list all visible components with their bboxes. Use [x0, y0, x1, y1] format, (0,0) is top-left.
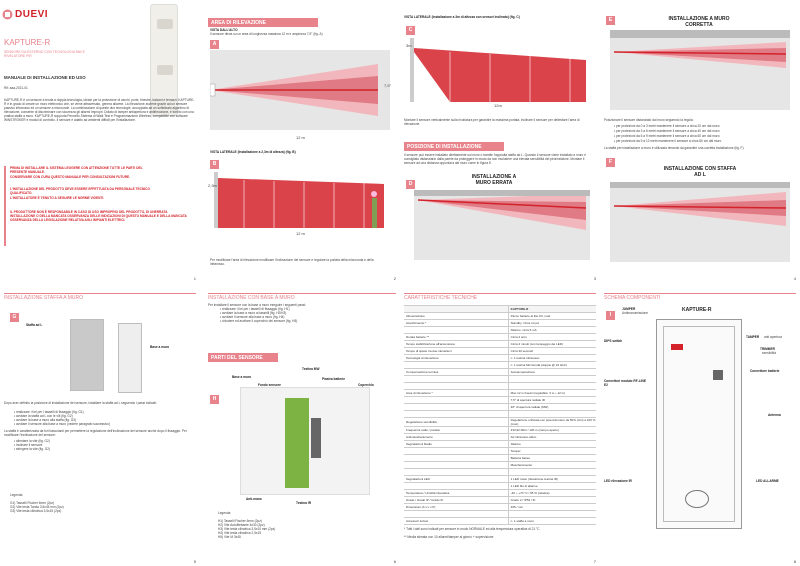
legend-4: H4) Vite testa cilindrica 2,5x15 [218, 531, 261, 535]
spec-row [404, 518, 596, 525]
sensor-lens [157, 19, 173, 29]
spec-key: Regolazione sensibilità [406, 420, 437, 424]
spec-row [404, 418, 596, 427]
side-dim-height: 2,3m [208, 183, 217, 188]
label-bracket: Staffa ad L [26, 323, 43, 327]
label-wall-base: Base a muro [150, 345, 170, 349]
section-rule [4, 293, 196, 294]
legend-2: H2) Vite Autofilettante 4x30 (2pz) [218, 523, 265, 527]
spec-key: Grado / Grado IP / Grado IK [406, 498, 444, 502]
correct-install-title: INSTALLAZIONE A MURO CORRETTA [668, 16, 730, 28]
section-title: INSTALLAZIONE STAFFA A MURO [4, 295, 83, 301]
figure-tag-c: C [406, 26, 415, 35]
spec-row [404, 411, 596, 418]
legend-2: G2) Vite testa Tonda 3,5x45 mm (2pz) [10, 505, 64, 509]
warning-5: IL PRODUTTORE NON È RESPONSABILE IN CASO DI USO IMPROPRIO DEL PRODOTTO, DI UNERRATA INSTALLAZIONE O DELLA MANCATA OSSERVANZA DELLE INDICAZIONI DI QUESTO MANUALE E DELLA MANCATA OSSERVANZA DELLA LEGISLAZIONE RELATIVA AGLI IMPIANTI ELETTRICI. [10, 210, 187, 222]
figure-tag-i: I [606, 311, 615, 320]
label-alarm-led: LED ALLARME [756, 479, 779, 483]
manual-title: MANUALE DI INSTALLAZIONE ED USO [4, 75, 86, 80]
spec-row [404, 376, 596, 383]
spec-value: 30° di apertura radiale (MW) [508, 404, 596, 410]
label-jumper: JUMPER [622, 307, 636, 311]
section-rule [604, 293, 796, 294]
sensor-exploded-photo [240, 387, 370, 495]
area-note: Per modificare l'area di rilevazione modificare l'inclinazione del sensore e regolare la portata della microonda e della infrarosso. [210, 258, 374, 266]
step-1: ▪ realizzare i fori per i tasselli di fissaggio (fig. G1) [14, 410, 84, 414]
spec-row [404, 355, 596, 362]
label-battery-plate: Piastra batterie [322, 377, 346, 381]
spec-row [404, 341, 596, 348]
base-photo [118, 323, 142, 393]
battery-connector [713, 370, 723, 380]
warning-bar [4, 166, 6, 246]
step-2: ▪ avvitare la staffa ad L con le viti (fig. G2) [14, 414, 73, 418]
page-3 [400, 0, 600, 283]
wrong-install-title: INSTALLAZIONE A MURO ERRATA [471, 174, 517, 186]
legend-3: H3) Vite testa cilindrica 3,5x10 mm (2pz) [218, 527, 276, 531]
spec-value [508, 411, 596, 417]
bracket-install-diagram [610, 182, 790, 262]
section-title: INSTALLAZIONE CON BASE A MURO [208, 295, 295, 301]
label-dip-switch: DIPS switch [604, 339, 623, 343]
section-title: SCHEMA COMPONENTI [604, 295, 661, 301]
step-4: ▪ avvitare il sensore alla base a muro (vedere paragrafo successivo) [14, 422, 110, 426]
page-5 [0, 283, 200, 566]
wrong-install-diagram [414, 190, 590, 260]
component-title: KAPTURE-R [682, 307, 712, 313]
side-view-diagram [214, 172, 392, 228]
spec-value: Allarme [508, 441, 596, 447]
side-view-c-title: VISTA LATERALE (Installazione a 3m di altezza con sensori inclinato) (fig. C) [404, 15, 520, 19]
spec-row [404, 348, 596, 355]
spec-key: Accessori inclusi [406, 519, 429, 523]
legend-title: Legenda [218, 511, 231, 515]
label-wall-base: Base a muro [232, 375, 252, 379]
position-section-title: POSIZIONE DI INSTALLAZIONE [404, 142, 504, 151]
bracket-photo [70, 319, 104, 391]
legend-1: H1) Tasselli Fischer 6mm (2pz) [218, 519, 262, 523]
warning-2: CONSERVARE CON CURA QUESTO MANUALE PER CONSULTAZIONI FUTURE. [10, 175, 131, 179]
spec-row [404, 511, 596, 518]
footnote-2: ** Media stimata con 10 allarmi/tamper al giorno + supervisione [404, 535, 494, 539]
spec-row [404, 362, 596, 369]
page-number: 3 [593, 276, 596, 281]
spec-value: Ad infrarosso attivo [508, 434, 596, 440]
intro-text: KAPTURE-R è un sensore a tenda a doppia tecnologia, ideale per la protezione di varchi, porte, finestre, balconi e terrazzi. KAPTURE-R è in grado di creare un muro elettronico che, se viene attraversato, genera allarme. La rilevazione avviene grazie ad un sensore passivo infrarosso ed un sensore a microonde. La combinazione di queste due tecnologie, accoppiata ad un sofisticato algoritmo di rilevazione, consente di discriminare con sicurezza gli allarmi impropri. Dotato di tamper antiapertura e antirimozione, è fornito con una pratica staffa a muro. KAPTURE-R supporta Pennello Sistema di Walk Test e Programmazione Wireless, compatibile con software WINSTROKER e moduli di controllo. Il sensore è adatto ad ambienti difficili per l'installazione. [4, 98, 195, 122]
tilt-step-3: ▪ stringere la vite (fig. G2) [14, 447, 51, 451]
page-6 [200, 283, 400, 566]
spec-key: Tempo di quiete tra due rilevazioni [406, 349, 452, 353]
spec-value: Circa 30 secondi [508, 348, 596, 354]
base-desc: Per installare il sensore con la base a muro eseguire i seguenti passi: [208, 303, 306, 307]
spec-value: Circa 2 anni [508, 334, 596, 340]
spec-key: Alimentazione [406, 314, 425, 318]
tilt-step-2: ▪ inclinare il sensore [14, 443, 43, 447]
spec-row [404, 497, 596, 504]
page-8 [600, 283, 800, 566]
page-number: 4 [793, 276, 796, 281]
top-view-diagram [210, 50, 390, 130]
spec-key: Temperatura / Umidità Operativa [406, 491, 450, 495]
page-number: 8 [793, 559, 796, 564]
pcb-diagram [656, 319, 742, 529]
spec-value: Pacco batterie al litio 6V, mod. [508, 313, 596, 319]
spec-value: Allarme: circa 5 mA [508, 327, 596, 333]
wrong-install-box [404, 170, 594, 270]
side-dim-length: 12 m [296, 231, 305, 236]
specs-header-title: KAPTURE-R [508, 306, 596, 312]
label-cover: Coperchio [358, 383, 374, 387]
rule-3: ▪ per protezioni da 6 a 9 metri mantenere il sensore a circa 60 cm dal muro [614, 134, 720, 138]
page-4 [600, 0, 800, 283]
label-tamper: TAMPER [746, 335, 760, 339]
product-title: KAPTURE-R [4, 38, 51, 47]
step-3: ▪ avvitare la base a muro alla staffa (fig. G3) [14, 418, 77, 422]
spec-value: 405 / mm [508, 504, 596, 510]
warning-1: PRIMA DI INSTALLARE IL SISTEMA LEGGERE CON ATTENZIONE TUTTE LE PARTI DEL PRESENTE MANUALE. [10, 166, 143, 174]
label-tamper-sub: anti apertura [764, 335, 782, 339]
spec-value: Tamper [508, 448, 596, 454]
label-battery-connector: Connettore batterie [750, 369, 780, 373]
label-sensor-bottom: Fondo sensore [258, 383, 281, 387]
spec-value: Standby: Circa 14 µA [508, 320, 596, 326]
figure-tag-g: G [10, 313, 19, 322]
spec-row [404, 390, 596, 397]
product-subtitle: SENSORE DA ESTERNO CON TECNOLOGIA MW E RIVELATORE PIR [4, 50, 85, 58]
correct-install-desc: Posizionare il sensore distanziato dal muro seguendo la regola: [604, 118, 694, 122]
top-view-desc: Il sensore rileva su un area di lunghezza massima 12 m e ampiezza 7,5° (fig. A) [210, 32, 323, 36]
spec-row [404, 334, 596, 341]
page-1 [0, 0, 200, 283]
spec-key: Frequenza radio / portata [406, 428, 440, 432]
top-view-title: VISTA DALL'ALTO [210, 28, 238, 32]
spec-row [404, 490, 596, 497]
spec-key: Tempo stabilizzazione all'accensione [406, 342, 455, 346]
spec-row [404, 448, 596, 455]
label-antenna: Antenna [768, 413, 781, 417]
spec-value: Regolazione unificata con potenziometro da 50% (min) a 100 % (max) [508, 418, 596, 426]
spec-value: n. 1 testina Microonda (doppio @ 24 GHz) [508, 362, 596, 368]
legend-3: G3) Vite testa cilindrica 3,5x15 (2pz) [10, 509, 62, 513]
spec-key: Antimascheramento [406, 435, 433, 439]
c-dim-height: 3m [406, 43, 412, 48]
spec-key: Dimensioni (A x L x P) [406, 505, 436, 509]
label-trimmer-sub: sensibilità [762, 351, 776, 355]
footnote-1: * Tutti i dati sono indicati per sensore in modo NORMALE ed alla temperatura operativa di 21 °C [404, 527, 540, 531]
dip-switch [671, 344, 683, 350]
bracket-note: La staffa per installazione a muro è utilizzata rimando da garantire una corretta installazione (fig. F). [604, 146, 745, 150]
spec-value: n. 1 testina infrarosso [508, 355, 596, 361]
duevi-logo [2, 8, 60, 20]
spec-value: 7,5° di apertura radiale IR [508, 397, 596, 403]
spec-value: Mascheramento [508, 462, 596, 468]
tilt-note: La staffa è caratterizzata da fori basculanti per permettere la regolazione dell'inclinazione del sensore anche dopo il fissaggio. Per modificare l'inclinazione del sensore: [4, 429, 187, 437]
spec-value: n. 1 staffa a muro [508, 518, 596, 524]
warning-3: L'INSTALLAZIONE DEL PRODOTTO DEVE ESSERE EFFETTUATA DA PERSONALE TECNICO QUALIFICATO. [10, 187, 150, 195]
spec-row [404, 320, 596, 327]
page-2 [200, 0, 400, 283]
section-title: CARATTERISTICHE TECNICHE [404, 295, 478, 301]
rule-2: ▪ per protezioni da 3 a 6 metri mantenere il sensore a circa 40 cm dal muro [614, 129, 720, 133]
legend-5: H5) Vite M 3x45 [218, 535, 241, 539]
page-number: 1 [193, 276, 196, 281]
page-number: 5 [193, 559, 196, 564]
spec-row [404, 427, 596, 434]
base-step-3: ▪ avvitare il sensore alla base a muro (fig. H4) [220, 315, 285, 319]
spec-value [508, 469, 596, 475]
dim-length: 12 m [296, 135, 305, 140]
rule-1: ▪ per protezioni da 0 a 3 metri mantenere il sensore a circa 20 cm dal muro [614, 124, 720, 128]
spec-row [404, 313, 596, 320]
figure-tag-f: F [606, 158, 615, 167]
spec-value [508, 376, 596, 382]
spec-key: Tecnologia di rilevazione [406, 356, 439, 360]
spec-key: Assorbimento * [406, 321, 427, 325]
bracket-desc: Dopo aver definito la posizione di installazione del sensore, installare la staffa ad L seguendo i passi indicati: [4, 401, 157, 405]
rule-4: ▪ per protezioni da 9 a 12 metri mantenere il sensore a circa 80 cm dal muro [614, 139, 722, 143]
spec-row [404, 476, 596, 483]
label-jumper-sub: Antimanomissione [622, 311, 649, 315]
spec-value: -40 ÷ +70 °C / 95 % (relativa) [508, 490, 596, 496]
ir-sensor [685, 490, 709, 508]
spec-row [404, 462, 596, 469]
correct-install-diagram [610, 30, 790, 110]
label-ir-led: LED rilevazione IR [604, 479, 632, 483]
spec-value: 433,92 MHz / 100 m (campo aperto) [508, 427, 596, 433]
figure-tag-a: A [210, 40, 219, 49]
spec-key: Durata batterie ** [406, 335, 430, 339]
battery-pack [311, 418, 321, 458]
spec-row [404, 327, 596, 334]
page-number: 2 [393, 276, 396, 281]
figure-tag-b: B [210, 160, 219, 169]
dim-angle: 7,5° [384, 83, 392, 88]
legend-title: Legenda [10, 493, 23, 497]
spec-row [404, 404, 596, 411]
spec-row [404, 397, 596, 404]
parts-section-title: PARTI DEL SENSORE [208, 353, 278, 362]
bracket-install-title: INSTALLAZIONE CON STAFFA AD L [663, 166, 737, 178]
label-ir-head: Testina IR [296, 501, 311, 505]
logo-text: DUEVI [15, 8, 49, 20]
figure-tag-h: H [210, 395, 219, 404]
spec-key: Segnalazioni LED [406, 477, 430, 481]
spec-value: Grado 2 / IP54 / IK [508, 497, 596, 503]
tilt-step-1: ▪ allentare la vite (fig. G2) [14, 439, 50, 443]
spec-row [404, 441, 596, 448]
spec-value: Max 12 m lineari (regolabile: 3 m ÷ 12 m) [508, 390, 596, 396]
spec-key: Compensazione termica [406, 370, 439, 374]
label-mw-head: Testina MW [302, 367, 320, 371]
spec-row [404, 383, 596, 390]
side-view-title: VISTA LATERALE (Installazione a 2,3m di altezza) (fig. B) [210, 150, 296, 154]
spec-row [404, 369, 596, 376]
spec-value [508, 511, 596, 517]
spec-value: Circa 2 minuti (con lampeggio dei LED) [508, 341, 596, 347]
spec-key: Segnalazioni Radio [406, 442, 432, 446]
spec-row [404, 455, 596, 462]
duevi-logo-mark [2, 9, 13, 20]
sensor-lens-2 [157, 65, 173, 75]
section-rule [208, 293, 396, 294]
specs-table [404, 305, 596, 525]
legend-1: G1) Tasselli Fischer 6mm (2pz) [10, 501, 55, 505]
spec-row [404, 469, 596, 476]
figure-tag-e: E [606, 16, 615, 25]
spec-value: 1 LED blu di allarme [508, 483, 596, 489]
spec-row [404, 504, 596, 511]
page-7 [400, 283, 600, 566]
base-step-2: ▪ avvitare la base a muro ai tasselli (fig. H2/H3) [220, 311, 287, 315]
side-view-c-diagram [410, 38, 590, 102]
spec-row [404, 483, 596, 490]
base-step-1: ▪ realizzare i fori per i tasselli di fissaggio (fig. H1) [220, 307, 290, 311]
base-step-4: ▪ chiudere ed avvitare il coperchio del sensore (fig. H5) [220, 319, 298, 323]
spec-value: Autotemperazione [508, 369, 596, 375]
section-title: AREA DI RILEVAZIONE [208, 18, 318, 27]
page-number: 7 [593, 559, 596, 564]
label-anti-hand: Anti-mano [246, 497, 262, 501]
spec-value: 1 LED rosso (rilevazione testina IR) [508, 476, 596, 482]
label-trimmer: TRIMMER [760, 347, 775, 351]
spec-value: Batteria bassa [508, 455, 596, 461]
spec-row [404, 434, 596, 441]
c-dim-length: 12m [494, 103, 502, 108]
specs-rows [404, 313, 596, 525]
pcb-board [285, 398, 309, 488]
c-desc: Montare il sensore verticalmente sulla rivoltatura per garantire la massima portata, inclinare il sensore per delimitare l'area di rilevazione. [404, 118, 580, 126]
spec-value [508, 383, 596, 389]
figure-tag-d: D [406, 180, 415, 189]
position-desc: Il sensore può essere installato direttamente sul muro o tramite l'apposita staffa ad L. Quando il sensore viene installato a muro è consigliato distanziarlo dalla parete da proteggere in modo da non escludere una elevata sensibilità del pirorivelatore. Montare il sensore ad una distanza opportuna dal muro come in figura E. [404, 153, 586, 165]
page-number: 6 [393, 559, 396, 564]
manual-ref: Rif: aaa-2021-01 [4, 86, 28, 90]
specs-header [404, 306, 596, 313]
spec-key: Area di rilevazione * [406, 391, 433, 395]
label-rf-connector: Connettori modulo RF-LINE E2 [604, 379, 646, 387]
section-rule [404, 293, 596, 294]
warning-4: L'INSTALLATORE È TENUTO A SEGUIRE LE NORME VIGENTI. [10, 196, 105, 200]
